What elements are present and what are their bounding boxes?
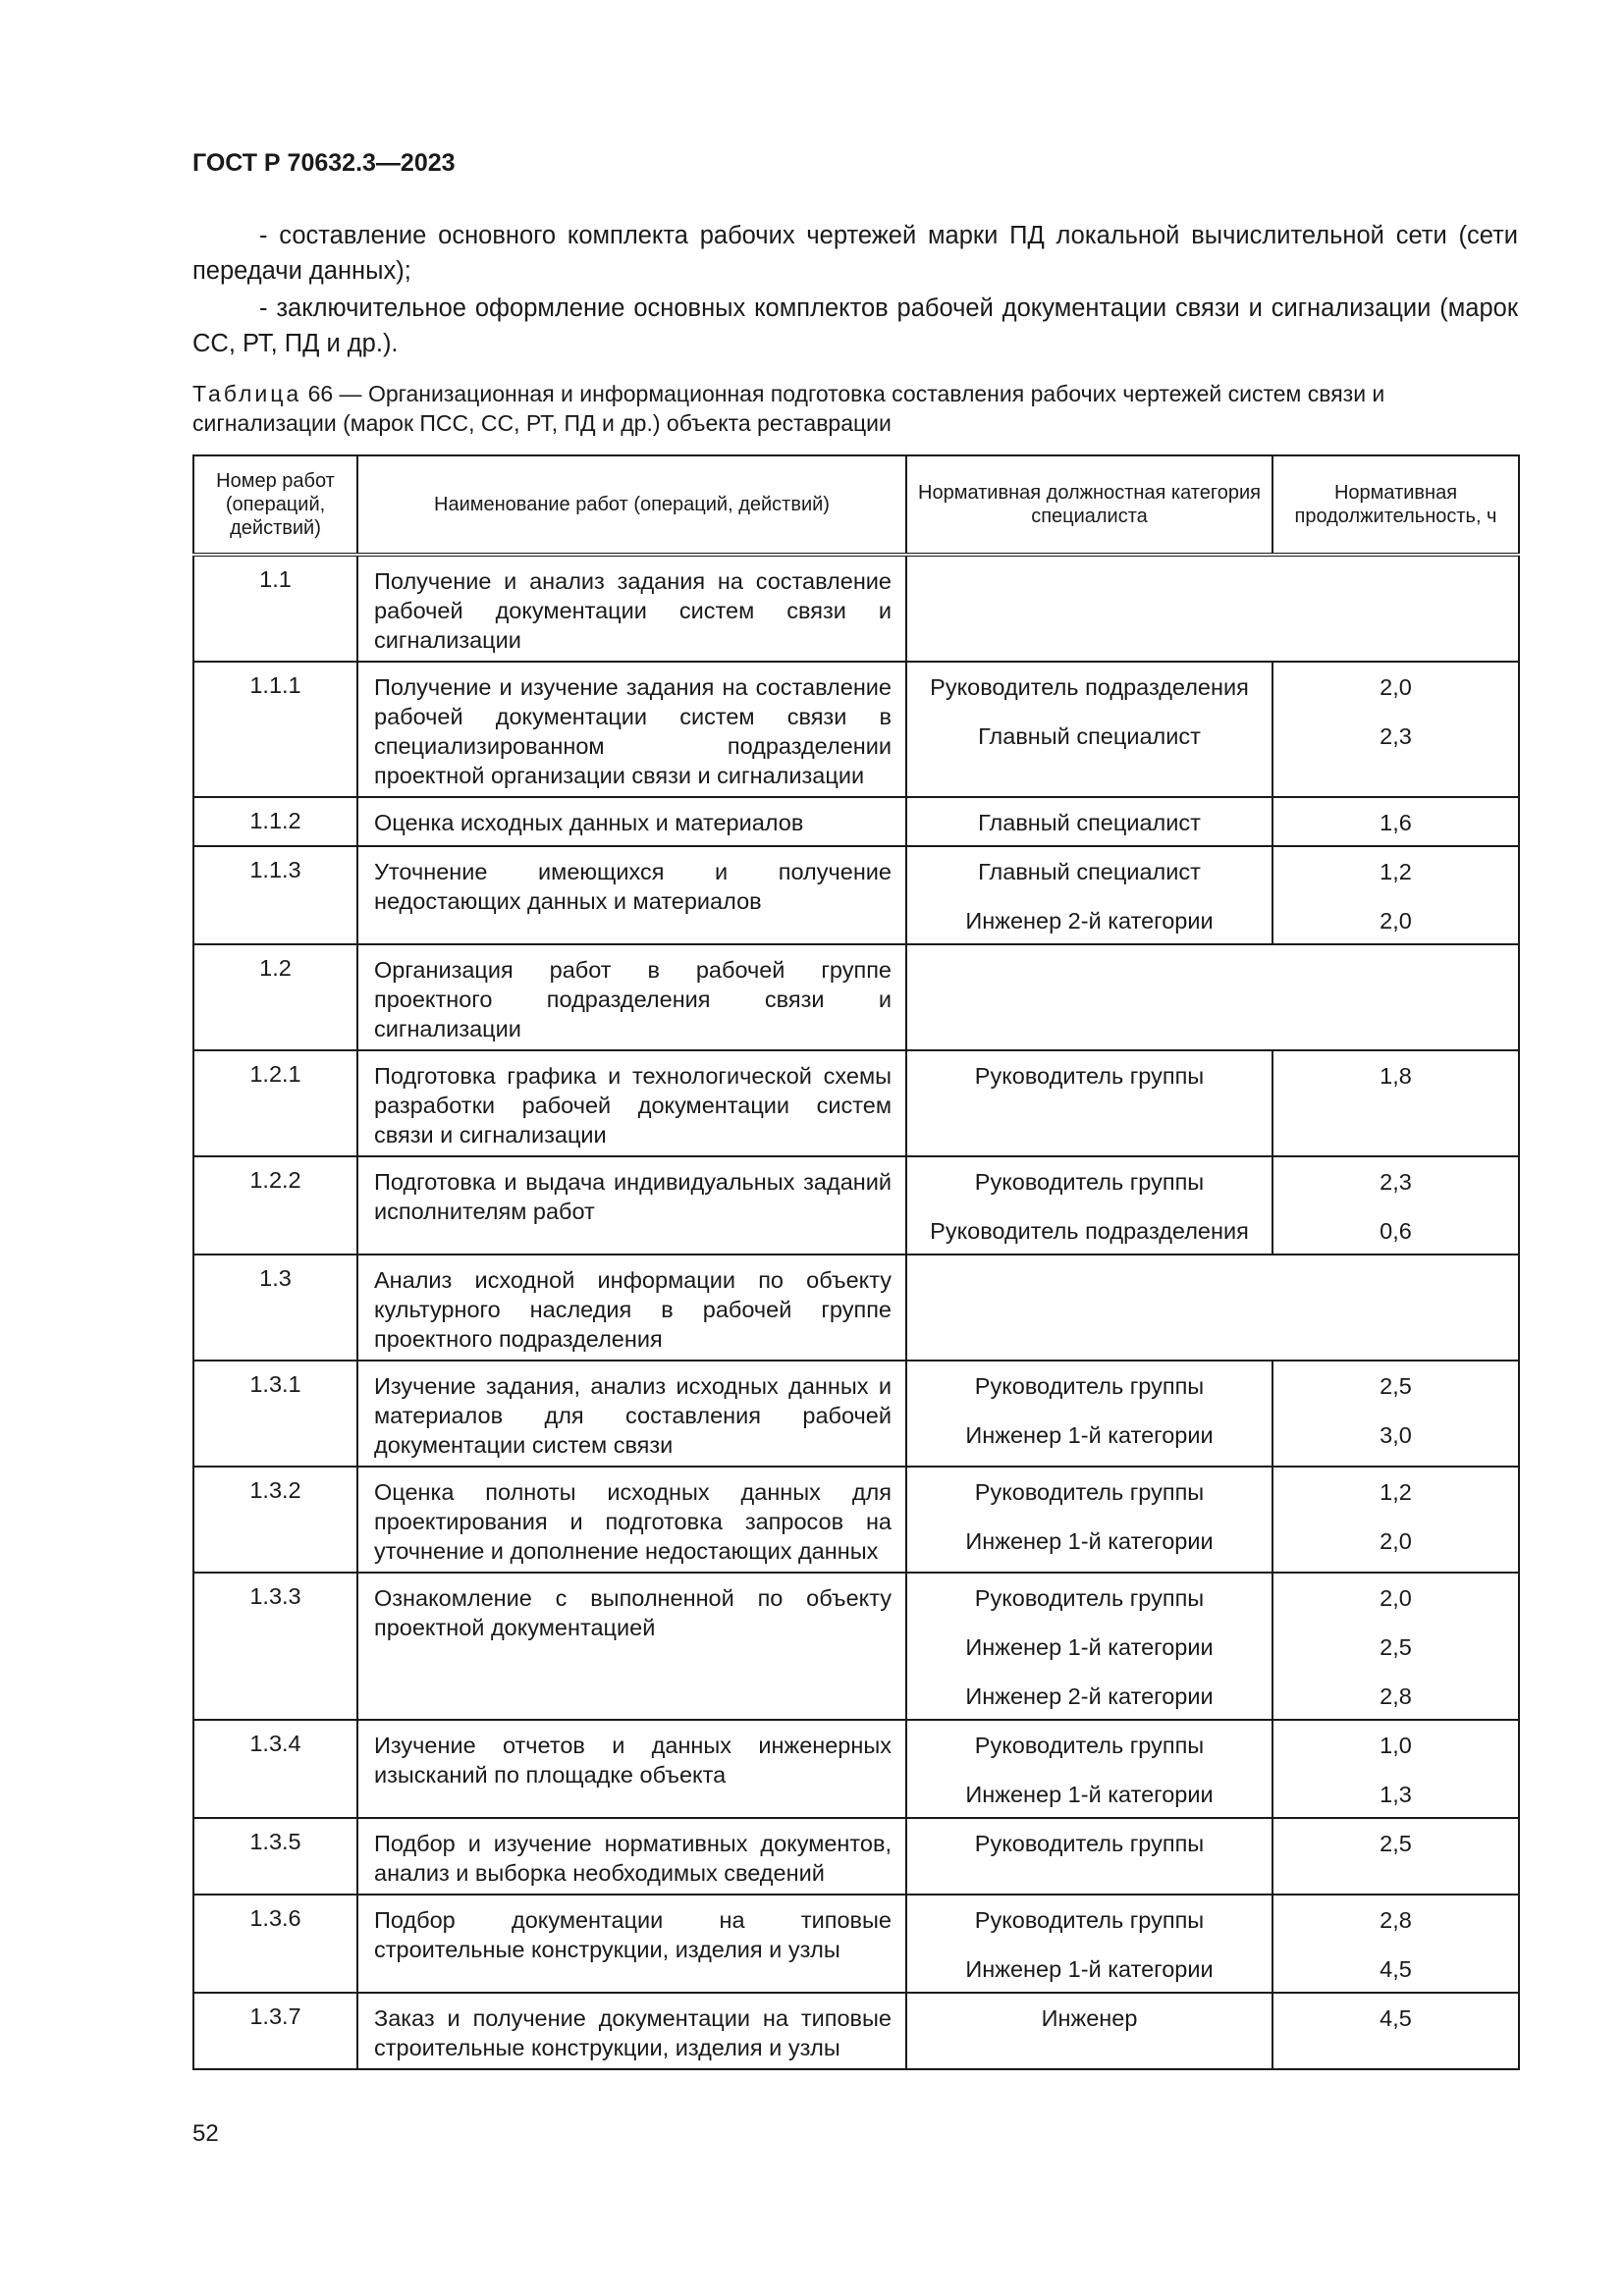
table-row xyxy=(193,662,1519,797)
row-work-name: Подготовка графика и технологической схемы разработки рабочей документации систем связи и сигнализации xyxy=(357,1050,906,1156)
row-number: 1.3.4 xyxy=(193,1720,357,1818)
specialist-category: Руководитель группы xyxy=(974,1733,1205,1758)
row-durations xyxy=(1272,1818,1519,1895)
specialist-category: Инженер 2-й категории xyxy=(965,1683,1214,1709)
specialist-category: Инженер 1-й категории xyxy=(965,1634,1214,1660)
specialist-category: Руководитель группы xyxy=(974,1831,1205,1856)
row-specialists xyxy=(906,1156,1272,1255)
intro-paragraph-1 xyxy=(192,218,1518,289)
row-durations xyxy=(1272,662,1519,797)
duration-value: 1,3 xyxy=(1380,1782,1412,1807)
page-number: 52 xyxy=(192,2120,219,2147)
row-specialists xyxy=(906,1895,1272,1993)
row-number: 1.3.7 xyxy=(193,1993,357,2069)
duration-value: 2,0 xyxy=(1380,1585,1412,1611)
duration-value: 2,0 xyxy=(1380,908,1412,934)
row-number: 1.3.6 xyxy=(193,1895,357,1993)
intro-paragraph-1-text: - составление основного комплекта рабочих чертежей марки ПД локальной вычислительной сети (сети передачи данных); xyxy=(192,222,1518,285)
table-row xyxy=(193,1467,1519,1573)
row-durations xyxy=(1272,1993,1519,2069)
header-duration: Нормативная продолжительность, ч xyxy=(1272,455,1519,555)
table-row xyxy=(193,846,1519,944)
table-row xyxy=(193,1720,1519,1818)
row-number: 1.2 xyxy=(193,944,357,1050)
duration-value: 2,5 xyxy=(1380,1373,1412,1399)
row-work-name: Оценка полноты исходных данных для проектирования и подготовка запросов на уточнение и дополнение недостающих данных xyxy=(357,1467,906,1573)
header-name: Наименование работ (операций, действий) xyxy=(357,455,906,555)
intro-paragraph-2 xyxy=(192,291,1518,361)
duration-value: 2,8 xyxy=(1380,1683,1412,1709)
row-specialists xyxy=(906,1573,1272,1720)
specialist-category: Руководитель подразделения xyxy=(930,1218,1249,1244)
specialist-category: Главный специалист xyxy=(978,810,1201,835)
specialist-category: Руководитель группы xyxy=(974,1169,1205,1195)
row-specialists xyxy=(906,1467,1272,1573)
document-code: ГОСТ Р 70632.3—2023 xyxy=(192,149,456,177)
row-durations xyxy=(1272,797,1519,846)
row-durations xyxy=(1272,1361,1519,1467)
row-number: 1.3 xyxy=(193,1255,357,1361)
table-row xyxy=(193,1573,1519,1720)
table-row xyxy=(193,1050,1519,1156)
row-number: 1.1.3 xyxy=(193,846,357,944)
specialist-category: Инженер 1-й категории xyxy=(965,1422,1214,1448)
table-row xyxy=(193,1156,1519,1255)
row-work-name: Получение и изучение задания на составление рабочей документации систем связи в специализированном подразделении проектной организации связи и сигнализации xyxy=(357,662,906,797)
duration-value: 3,0 xyxy=(1380,1422,1412,1448)
row-specialists xyxy=(906,1361,1272,1467)
row-durations xyxy=(1272,1720,1519,1818)
row-specialists xyxy=(906,662,1272,797)
header-number: Номер работ (операций, действий) xyxy=(193,455,357,555)
row-work-name: Подбор и изучение нормативных документов, анализ и выборка необходимых сведений xyxy=(357,1818,906,1895)
duration-value: 4,5 xyxy=(1380,2005,1412,2031)
row-empty-cell xyxy=(906,944,1519,1050)
row-number: 1.2.2 xyxy=(193,1156,357,1255)
table-caption-prefix: Таблица xyxy=(192,381,302,406)
specialist-category: Руководитель группы xyxy=(974,1585,1205,1611)
duration-value: 4,5 xyxy=(1380,1956,1412,1982)
specialist-category: Руководитель подразделения xyxy=(930,674,1249,700)
table-row xyxy=(193,1818,1519,1895)
row-specialists xyxy=(906,1993,1272,2069)
row-work-name: Получение и анализ задания на составление рабочей документации систем связи и сигнализации xyxy=(357,555,906,662)
duration-value: 1,2 xyxy=(1380,859,1412,884)
row-number: 1.1 xyxy=(193,555,357,662)
row-empty-cell xyxy=(906,1255,1519,1361)
table-row xyxy=(193,1255,1519,1361)
row-durations xyxy=(1272,1050,1519,1156)
row-number: 1.3.2 xyxy=(193,1467,357,1573)
specialist-category: Инженер 1-й категории xyxy=(965,1528,1214,1554)
row-number: 1.1.1 xyxy=(193,662,357,797)
specialist-category: Главный специалист xyxy=(978,859,1201,884)
work-table xyxy=(192,454,1520,2070)
row-work-name: Организация работ в рабочей группе проектного подразделения связи и сигнализации xyxy=(357,944,906,1050)
duration-value: 2,3 xyxy=(1380,1169,1412,1195)
table-row xyxy=(193,1895,1519,1993)
specialist-category: Руководитель группы xyxy=(974,1373,1205,1399)
row-durations xyxy=(1272,1573,1519,1720)
duration-value: 2,5 xyxy=(1380,1831,1412,1856)
row-work-name: Подготовка и выдача индивидуальных заданий исполнителям работ xyxy=(357,1156,906,1255)
row-specialists xyxy=(906,846,1272,944)
row-work-name: Заказ и получение документации на типовые строительные конструкции, изделия и узлы xyxy=(357,1993,906,2069)
row-empty-cell xyxy=(906,555,1519,662)
intro-paragraph-2-text: - заключительное оформление основных комплектов рабочей документации связи и сигнализации (марок СС, РТ, ПД и др.). xyxy=(192,294,1518,357)
row-specialists xyxy=(906,1818,1272,1895)
row-number: 1.3.3 xyxy=(193,1573,357,1720)
specialist-category: Инженер 1-й категории xyxy=(965,1956,1214,1982)
duration-value: 2,3 xyxy=(1380,723,1412,749)
row-specialists xyxy=(906,797,1272,846)
row-work-name: Ознакомление с выполненной по объекту проектной документацией xyxy=(357,1573,906,1720)
duration-value: 2,0 xyxy=(1380,674,1412,700)
row-durations xyxy=(1272,1156,1519,1255)
table-header-row xyxy=(193,455,1519,555)
row-number: 1.3.1 xyxy=(193,1361,357,1467)
row-number: 1.3.5 xyxy=(193,1818,357,1895)
specialist-category: Руководитель группы xyxy=(974,1479,1205,1505)
specialist-category: Инженер 2-й категории xyxy=(965,908,1214,934)
specialist-category: Инженер 1-й категории xyxy=(965,1782,1214,1807)
duration-value: 1,2 xyxy=(1380,1479,1412,1505)
row-specialists xyxy=(906,1720,1272,1818)
row-number: 1.2.1 xyxy=(193,1050,357,1156)
table-row xyxy=(193,1993,1519,2069)
specialist-category: Руководитель группы xyxy=(974,1907,1205,1933)
row-specialists xyxy=(906,1050,1272,1156)
row-work-name: Анализ исходной информации по объекту культурного наследия в рабочей группе проектного подразделения xyxy=(357,1255,906,1361)
duration-value: 0,6 xyxy=(1380,1218,1412,1244)
row-durations xyxy=(1272,1467,1519,1573)
row-work-name: Уточнение имеющихся и получение недостающих данных и материалов xyxy=(357,846,906,944)
header-category: Нормативная должностная категория специалиста xyxy=(906,455,1272,555)
table-caption-text: 66 — Организационная и информационная подготовка составления рабочих чертежей систем связи и сигнализации (марок ПСС, СС, РТ, ПД и др.) объекта реставрации xyxy=(192,381,1385,436)
duration-value: 2,5 xyxy=(1380,1634,1412,1660)
duration-value: 1,8 xyxy=(1380,1063,1412,1089)
row-work-name: Подбор документации на типовые строительные конструкции, изделия и узлы xyxy=(357,1895,906,1993)
specialist-category: Руководитель группы xyxy=(974,1063,1205,1089)
table-row xyxy=(193,797,1519,846)
table-caption xyxy=(192,379,1518,438)
specialist-category: Инженер xyxy=(1041,2005,1138,2031)
specialist-category: Главный специалист xyxy=(978,723,1201,749)
duration-value: 2,0 xyxy=(1380,1528,1412,1554)
row-work-name: Оценка исходных данных и материалов xyxy=(357,797,906,846)
row-work-name: Изучение отчетов и данных инженерных изысканий по площадке объекта xyxy=(357,1720,906,1818)
table-row xyxy=(193,944,1519,1050)
table-body xyxy=(193,555,1519,2069)
duration-value: 1,6 xyxy=(1380,810,1412,835)
duration-value: 2,8 xyxy=(1380,1907,1412,1933)
row-work-name: Изучение задания, анализ исходных данных и материалов для составления рабочей документации систем связи xyxy=(357,1361,906,1467)
row-durations xyxy=(1272,1895,1519,1993)
duration-value: 1,0 xyxy=(1380,1733,1412,1758)
row-durations xyxy=(1272,846,1519,944)
row-number: 1.1.2 xyxy=(193,797,357,846)
table-row xyxy=(193,1361,1519,1467)
table-row xyxy=(193,555,1519,662)
